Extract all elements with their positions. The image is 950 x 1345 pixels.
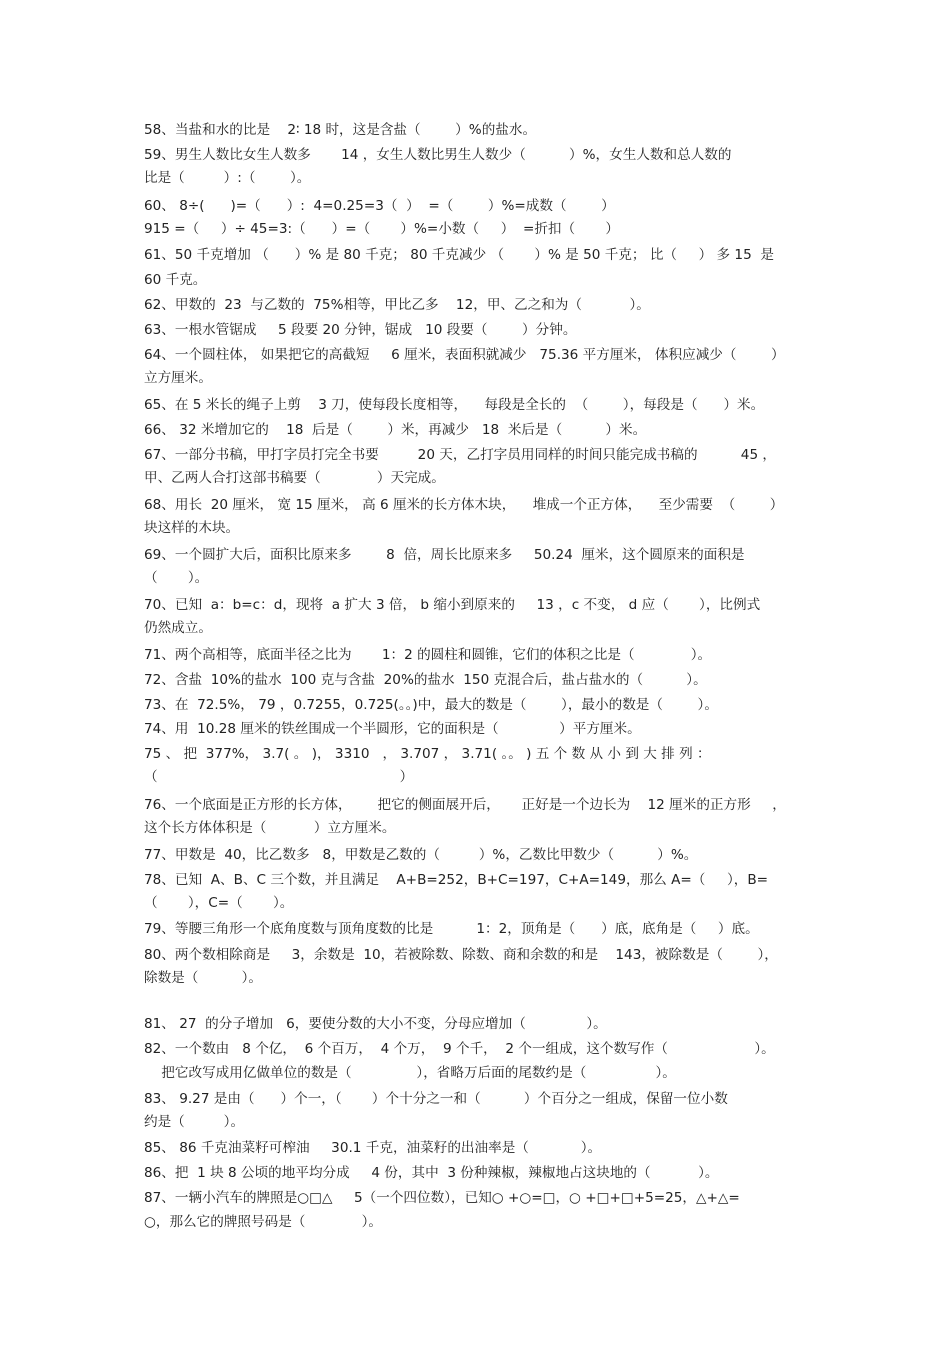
q78-line-2: （ ），C=（ ）。 — [144, 895, 294, 911]
q76-line-2: 这个长方体体积是（ ）立方厘米。 — [144, 820, 396, 836]
q58-line-1: 58、当盐和水的比是 2∶ 18 时，这是含盐（ ）%的盐水。 — [144, 122, 537, 138]
q83-line-2: 约是（ ）。 — [144, 1114, 245, 1130]
q81-line-1: 81、 27 的分子增加 6，要使分数的大小不变，分母应增加（ ）。 — [144, 1016, 607, 1032]
q74-line-1: 74、用 10.28 厘米的铁丝围成一个半圆形，它的面积是（ ）平方厘米。 — [144, 721, 641, 737]
q82-line-2: 把它改写成用亿做单位的数是（ ），省略万后面的尾数约是（ ）。 — [144, 1065, 676, 1081]
q68-line-2: 块这样的木块。 — [144, 520, 240, 536]
q69-line-1: 69、一个圆扩大后，面积比原来多 8 倍，周长比原来多 50.24 厘米，这个圆原来的面积是 — [144, 547, 745, 563]
q82-line-1: 82、一个数由 8 个亿， 6 个百万， 4 个万， 9 个千， 2 个一组成，这个数写作（ ）。 — [144, 1041, 775, 1057]
q80-line-1: 80、两个数相除商是 3，余数是 10，若被除数、除数、商和余数的和是 143，被除数是（ ）， — [144, 947, 778, 963]
q64-line-2: 立方厘米。 — [144, 370, 212, 386]
q72-line-1: 72、含盐 10%的盐水 100 克与含盐 20%的盐水 150 克混合后，盐占盐水的（ ）。 — [144, 672, 707, 688]
q77-line-1: 77、甲数是 40，比乙数多 8，甲数是乙数的（ ）%，乙数比甲数少（ ）%。 — [144, 847, 698, 863]
q76-line-1: 76、一个底面是正方形的长方体， 把它的侧面展开后， 正好是一个边长为 12 厘米的正方形 ， — [144, 797, 786, 813]
q70-line-2: 仍然成立。 — [144, 620, 212, 636]
q66-line-1: 66、 32 米增加它的 18 后是（ ）米，再减少 18 米后是（ ）米。 — [144, 422, 647, 438]
q68-line-1: 68、用长 20 厘米， 宽 15 厘米， 高 6 厘米的长方体木块， 堆成一个正方体， 至少需要 （ ） — [144, 497, 784, 513]
q83-line-1: 83、 9.27 是由（ ）个一，（ ）个十分之一和（ ）个百分之一组成，保留一位小数 — [144, 1091, 728, 1107]
q64-line-1: 64、一个圆柱体， 如果把它的高截短 6 厘米，表面积就减少 75.36 平方厘米， 体积应减少（ ） — [144, 347, 785, 363]
q87-line-2: ○，那么它的牌照号码是（ ）。 — [144, 1214, 382, 1230]
q61-line-1: 61、50 千克增加 （ ）% 是 80 千克； 80 千克减少 （ ）% 是 50 千克； 比（ ） 多 15 是 — [144, 247, 774, 263]
q70-line-1: 70、已知 a：b=c：d，现将 a 扩大 3 倍， b 缩小到原来的 13 ，c 不变， d 应（ ），比例式 — [144, 597, 761, 613]
q61-line-2: 60 千克。 — [144, 272, 207, 288]
q69-line-2: （ ）。 — [144, 570, 209, 586]
q71-line-1: 71、两个高相等，底面半径之比为 1：2 的圆柱和圆锥，它们的体积之比是（ ）。 — [144, 647, 712, 663]
q86-line-1: 86、把 1 块 8 公顷的地平均分成 4 份，其中 3 份种辣椒，辣椒地占这块地的（ ）。 — [144, 1165, 719, 1181]
q67-line-2: 甲、乙两人合打这部书稿要（ ）天完成。 — [144, 470, 445, 486]
q63-line-1: 63、一根水管锯成 5 段要 20 分钟，锯成 10 段要（ ）分钟。 — [144, 322, 577, 338]
q78-line-1: 78、已知 A、B、C 三个数，并且满足 A+B=252，B+C=197，C+A=149，那么 A=（ ），B= — [144, 872, 769, 888]
q59-line-2: 比是（ ）:（ ）。 — [144, 170, 311, 186]
q60-line-1: 60、 8÷( )=（ ）: 4=0.25=3（ ） =（ ）%=成数（ ） — [144, 198, 615, 214]
q79-line-1: 79、等腰三角形一个底角度数与顶角度数的比是 1：2，顶角是（ ）底，底角是（ ）底。 — [144, 921, 759, 937]
q85-line-1: 85、 86 千克油菜籽可榨油 30.1 千克，油菜籽的出油率是（ ）。 — [144, 1140, 602, 1156]
q73-line-1: 73、在 72.5%， 79 ，0.7255，0.725(。。)中，最大的数是（ ），最小的数是（ ）。 — [144, 697, 718, 713]
q65-line-1: 65、在 5 米长的绳子上剪 3 刀，使每段长度相等， 每段是全长的 （ ），每段是（ ）米。 — [144, 397, 765, 413]
q87-line-1: 87、一辆小汽车的牌照是○□△ 5（一个四位数），已知○ +○=□，○ +□+□+5=25，△+△= — [144, 1190, 740, 1206]
q59-line-1: 59、男生人数比女生人数多 14 ，女生人数比男生人数少（ ）%，女生人数和总人数的 — [144, 147, 732, 163]
q75-line-1: 75 、 把 377%， 3.7( 。 )， 3310 ， 3.707 ， 3.71( 。。 ) 五 个 数 从 小 到 大 排 列 ： — [144, 746, 711, 762]
q80-line-2: 除数是（ ）。 — [144, 970, 262, 986]
q75-line-2: （ ） — [144, 769, 414, 785]
q62-line-1: 62、甲数的 23 与乙数的 75%相等，甲比乙多 12，甲、乙之和为（ ）。 — [144, 297, 650, 313]
q67-line-1: 67、一部分书稿，甲打字员打完全书要 20 天，乙打字员用同样的时间只能完成书稿的 45 ， — [144, 447, 777, 463]
q60-line-2: 915 =（ ）÷ 45=3:（ ）=（ ）%=小数（ ） =折扣（ ） — [144, 221, 619, 237]
